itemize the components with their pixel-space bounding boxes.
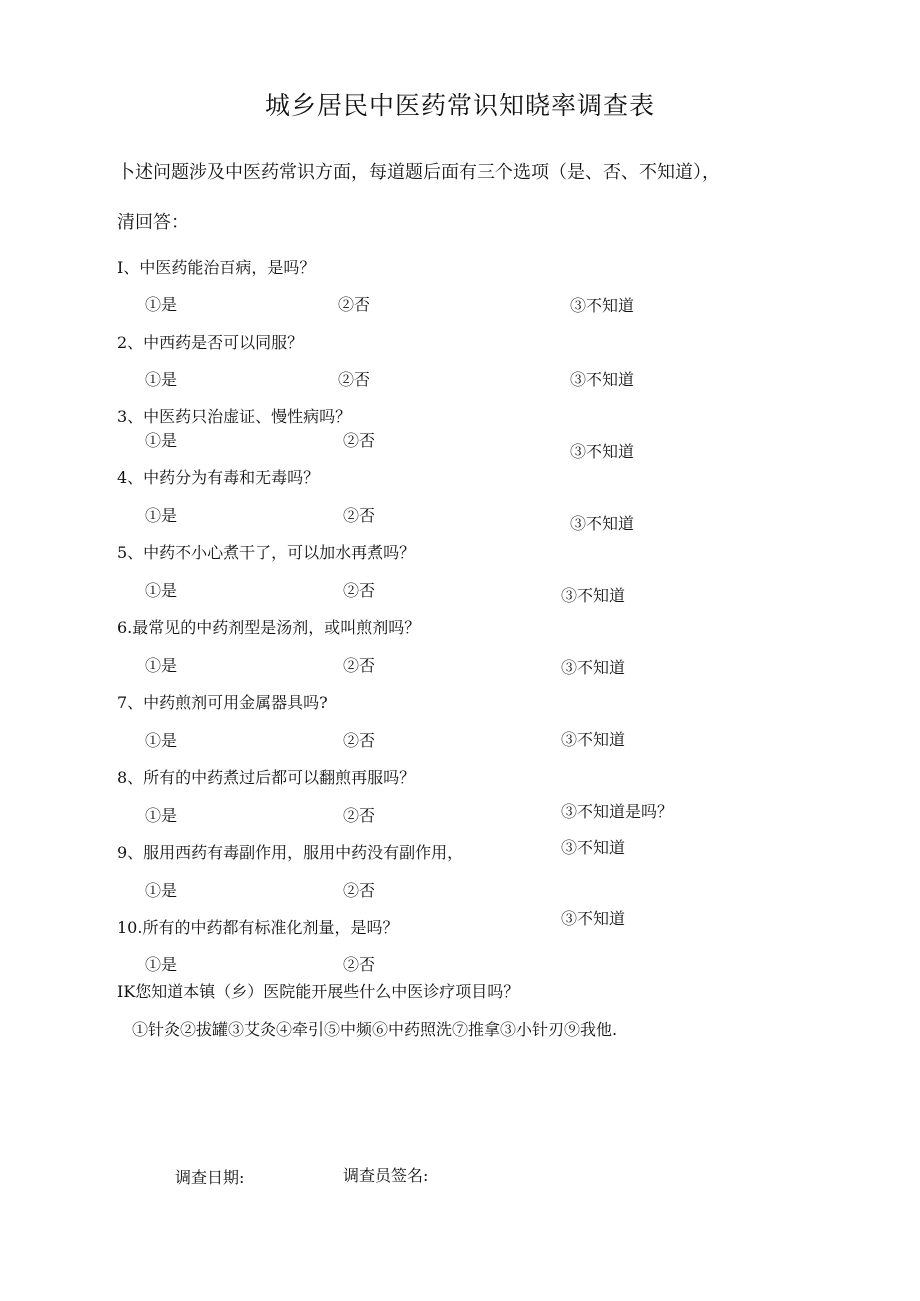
q1-option-no[interactable]: ②否 <box>338 295 371 314</box>
q7-option-unknown[interactable]: ③不知道 <box>561 730 626 749</box>
question-11: IK您知道本镇（乡）医院能开展些什么中医诊疗项目吗？ <box>117 982 520 1001</box>
q1-option-yes[interactable]: ①是 <box>145 295 178 314</box>
surveyor-signature-label: 调查员签名: <box>343 1166 429 1185</box>
q3-option-no[interactable]: ②否 <box>343 431 376 450</box>
q8-option-unknown[interactable]: ③不知道是吗？ <box>561 802 674 821</box>
q8-option-no[interactable]: ②否 <box>343 806 376 825</box>
q8-option-yes[interactable]: ①是 <box>145 806 178 825</box>
q2-option-yes[interactable]: ①是 <box>145 370 178 389</box>
q1-option-unknown[interactable]: ③不知道 <box>570 296 635 315</box>
q5-option-unknown[interactable]: ③不知道 <box>561 586 626 605</box>
q10-option-no[interactable]: ②否 <box>343 955 376 974</box>
q4-option-unknown[interactable]: ③不知道 <box>570 514 635 533</box>
q11-options: ①针灸②拔罐③艾灸④牵引⑤中频⑥中药照洗⑦推拿③小针刃⑨我他. <box>132 1020 618 1039</box>
question-8: 8、所有的中药煮过后都可以翻煎再服吗？ <box>117 768 416 787</box>
q5-option-no[interactable]: ②否 <box>343 581 376 600</box>
q9-option-no[interactable]: ②否 <box>343 881 376 900</box>
question-9: 9、服用西药有毒副作用，服用中药没有副作用， <box>117 843 464 862</box>
q7-option-no[interactable]: ②否 <box>343 731 376 750</box>
q2-option-unknown[interactable]: ③不知道 <box>570 370 635 389</box>
q9-option-yes[interactable]: ①是 <box>145 881 178 900</box>
q6-option-unknown[interactable]: ③不知道 <box>561 658 626 677</box>
question-7: 7、中药煎剂可用金属器具吗? <box>117 693 328 712</box>
q4-option-no[interactable]: ②否 <box>343 506 376 525</box>
survey-date-label: 调查日期: <box>175 1168 245 1187</box>
intro-line-2: 清回答： <box>117 212 189 233</box>
survey-title: 城乡居民中医药常识知晓率调查表 <box>264 91 655 120</box>
question-6: 6.最常见的中药剂型是汤剂，或叫煎剂吗？ <box>117 618 421 637</box>
q7-option-yes[interactable]: ①是 <box>145 731 178 750</box>
q10-option-unknown[interactable]: ③不知道 <box>561 909 626 928</box>
question-2: 2、中西药是否可以同服？ <box>117 333 304 352</box>
q9-option-unknown[interactable]: ③不知道 <box>561 838 626 857</box>
q3-option-unknown[interactable]: ③不知道 <box>570 442 635 461</box>
question-10: 10.所有的中药都有标准化剂量，是吗？ <box>117 918 399 937</box>
q2-option-no[interactable]: ②否 <box>338 370 371 389</box>
q4-option-yes[interactable]: ①是 <box>145 506 178 525</box>
q10-options-clipped <box>140 948 440 974</box>
question-4: 4、中药分为有毒和无毒吗？ <box>117 468 320 487</box>
question-1: I、中医药能治百病，是吗？ <box>117 258 316 277</box>
question-5: 5、中药不小心煮干了，可以加水再煮吗？ <box>117 543 416 562</box>
q6-option-yes[interactable]: ①是 <box>145 656 178 675</box>
q6-option-no[interactable]: ②否 <box>343 656 376 675</box>
q10-option-yes[interactable]: ①是 <box>145 955 178 974</box>
q5-option-yes[interactable]: ①是 <box>145 581 178 600</box>
question-3: 3、中医药只治虚证、慢性病吗？ <box>117 407 352 426</box>
intro-line-1: 卜述问题涉及中医药常识方面，每道题后面有三个选项（是、否、不知道）， <box>117 162 720 183</box>
q3-option-yes[interactable]: ①是 <box>145 431 178 450</box>
